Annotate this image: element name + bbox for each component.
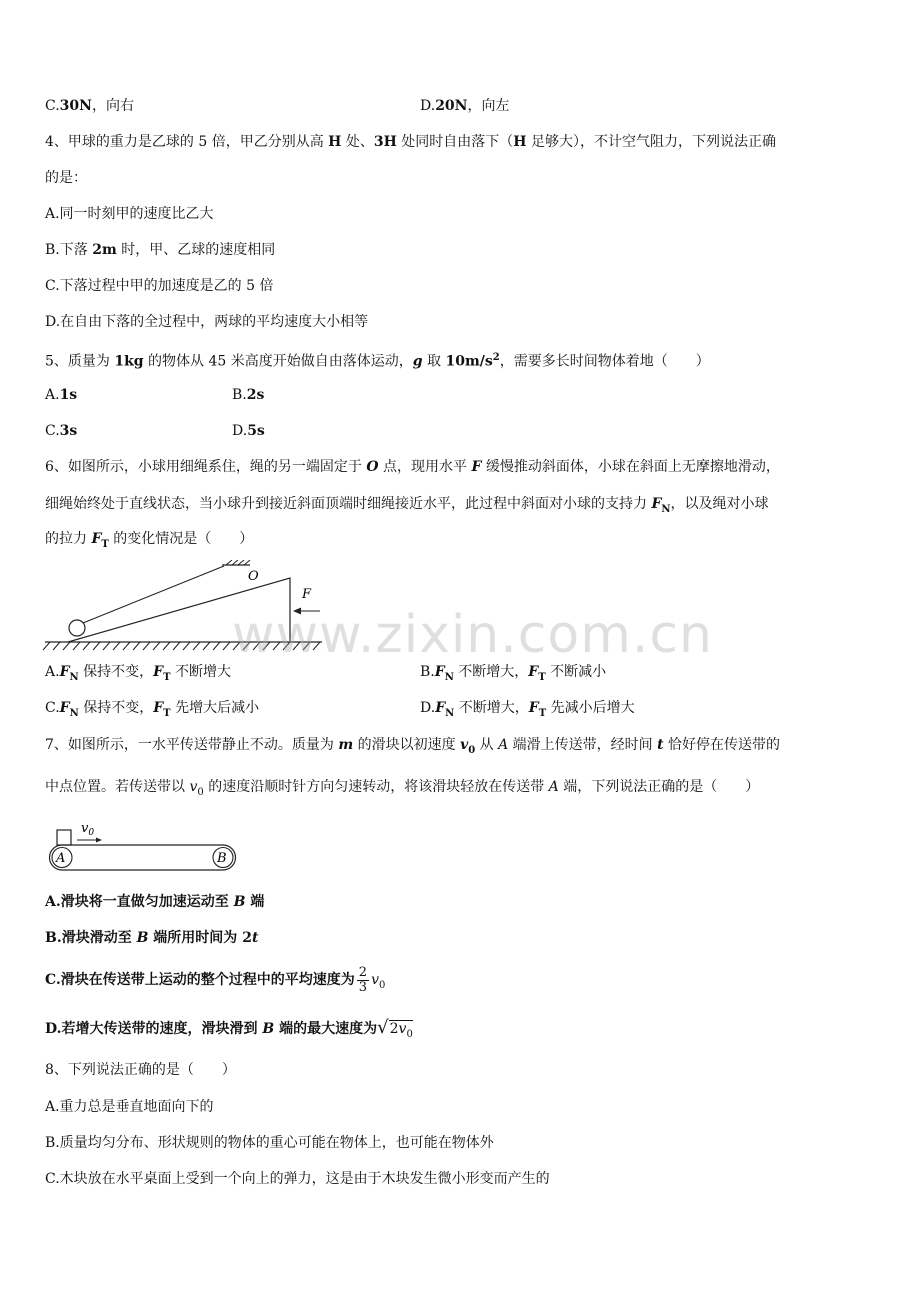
label-f: F [302, 587, 312, 602]
q5-option-c: C.3s [45, 423, 78, 439]
q8-option-b: B.质量均匀分布、形状规则的物体的重心可能在物体上，也可能在物体外 [45, 1135, 494, 1151]
q7-conveyor-figure [45, 818, 240, 876]
q6-option-a: $A.F_N$ 保持不变，$F_T$ 不断增大 [45, 664, 231, 683]
ball [69, 620, 85, 636]
q4-option-d: D.在自由下落的全过程中，两球的平均速度大小相等 [45, 314, 369, 330]
q4-option-c: C.下落过程中甲的加速度是乙的 5 倍 [45, 278, 274, 294]
sqrt-symbol: √ [377, 1017, 389, 1038]
q3-option-c: C.30N，向右 [45, 98, 134, 114]
label-o: O [248, 569, 259, 584]
label-v0: $v_0$ [81, 821, 95, 838]
q7-option-d: D.若增大传送带的速度，滑块滑到 B 端的最大速度为$√2v_0$ [45, 1017, 413, 1040]
q7-option-c: C.滑块在传送带上运动的整个过程中的平均速度为 $\frac{2}{3}$ $v_0$ [45, 964, 386, 995]
q5-option-a: A.1s [45, 387, 78, 403]
q6-stem-line1: 6、如图所示，小球用细绳系住，绳的另一端固定于 O 点，现用水平 F 缓慢推动斜面体，小球在斜面上无摩擦地滑动， [45, 459, 780, 475]
q6-option-d: $D.F_N$ 不断增大，$F_T$ 先减小后增大 [420, 700, 635, 719]
q6-stem-line2: 细绳始终处于直线状态，当小球升到接近斜面顶端时细绳接近水平，此过程中斜面对小球的支持力 $F_N$，以及绳对小球 [45, 496, 769, 515]
q5-option-d: D.5s [232, 423, 265, 439]
q4-stem-line2: 的是： [45, 170, 87, 186]
q7-stem-line2: 中点位置。若传送带以 $v_0$ 的速度沿顺时针方向匀速转动，将该滑块轻放在传送带 A 端，下列说法正确的是（ ） [45, 779, 760, 798]
q7-stem-line1: 7、如图所示，一水平传送带静止不动。质量为 m 的滑块以初速度 $v_0$ 从 A 端滑上传送带，经时间 t 恰好停在传送带的 [45, 737, 781, 756]
q4-option-a: A.同一时刻甲的速度比乙大 [45, 206, 214, 222]
q5-stem: 5、质量为 1kg 的物体从 45 米高度开始做自由落体运动，g 取 $10m/s^2$，需要多长时间物体着地（ ） [45, 352, 710, 370]
q8-option-c: C.木块放在水平桌面上受到一个向上的弹力，这是由于木块发生微小形变而产生的 [45, 1171, 550, 1187]
velocity-arrow-head [96, 838, 102, 843]
q7-option-b: B.滑块滑动至 B 端所用时间为 2t [45, 930, 259, 946]
watermark: www.zixin.com.cn [232, 605, 713, 665]
slider-block [57, 830, 71, 845]
q5-option-b: B.2s [232, 387, 265, 403]
q6-option-b: $B.F_N$ 不断增大，$F_T$ 不断减小 [420, 664, 607, 683]
label-b: B [217, 851, 227, 866]
string [78, 566, 224, 625]
q3-option-d: D.20N，向左 [420, 98, 510, 114]
q7-option-a: A.滑块将一直做匀加速运动至 B 端 [45, 894, 265, 910]
q6-stem-line3: 的拉力 $F_T$ 的变化情况是（ ） [45, 531, 254, 550]
q8-stem: 8、下列说法正确的是（ ） [45, 1062, 236, 1078]
q4-option-b: B.下落 2m 时，甲、乙球的速度相同 [45, 242, 276, 258]
ceiling-hatching [226, 560, 250, 565]
fraction-two-thirds: $\frac{2}{3}$ [358, 964, 368, 995]
q4-stem-line1: 4、甲球的重力是乙球的 5 倍，甲乙分别从高 H 处、3H 处同时自由落下（H 足够大），不计空气阻力，下列说法正确 [45, 134, 776, 150]
q6-option-c: $C.F_N$ 保持不变，$F_T$ 先增大后减小 [45, 700, 260, 719]
label-a: A [56, 851, 66, 866]
q8-option-a: A.重力总是垂直地面向下的 [45, 1099, 214, 1115]
